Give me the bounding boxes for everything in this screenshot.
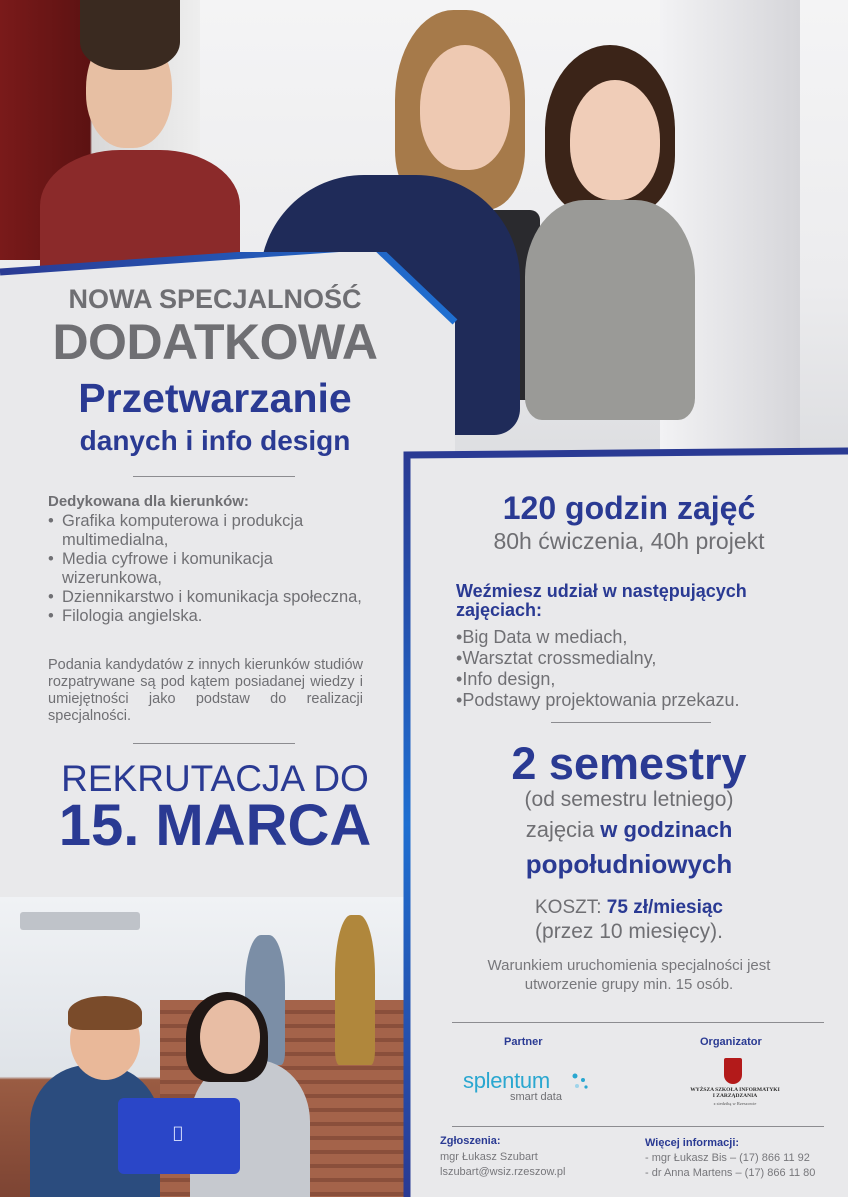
cost-value: 75 zł/miesiąc (606, 897, 723, 918)
divider (133, 743, 295, 744)
splentum-dots-icon (571, 1072, 591, 1092)
more-info-label: Więcej informacji: (645, 1137, 740, 1149)
headline-new-specialty: NOWA SPECJALNOŚĆ (68, 284, 362, 314)
more-info-contact-1: - mgr Łukasz Bis – (17) 866 11 92 (645, 1152, 810, 1164)
recruitment-label: REKRUTACJA DO (61, 758, 369, 799)
semesters-schedule-text: zajęcia (525, 817, 601, 842)
divider (452, 1022, 824, 1023)
applications-email[interactable]: lszubart@wsiz.rzeszow.pl (440, 1166, 566, 1178)
list-item: • Podstawy projektowania przekazu. (456, 690, 816, 711)
photo-student-1-hair (80, 0, 180, 70)
divider (452, 1126, 824, 1127)
headline-specialty-name-2: danych i info design (79, 425, 351, 456)
headline-specialty-name: Przetwarzanie (78, 375, 352, 421)
divider (551, 722, 711, 723)
classes-list (456, 627, 816, 711)
apple-logo-icon (170, 1124, 186, 1142)
headline-additional: DODATKOWA (52, 314, 378, 370)
semesters-title: 2 semestry (511, 738, 747, 789)
list-item: • Big Data w mediach, (456, 627, 816, 648)
list-item: • Info design, (456, 669, 816, 690)
semesters-schedule-bold: w godzinach (600, 817, 733, 842)
list-item: • Filologia angielska. (48, 607, 368, 626)
splentum-logo: splentum (463, 1068, 550, 1093)
applications-block (440, 1135, 565, 1178)
list-item: • Warsztat crossmedialny, (456, 648, 816, 669)
cost-line (410, 897, 848, 919)
photo-student-man-hair (68, 996, 142, 1030)
photo-student-woman-face (200, 1000, 260, 1074)
organizer-name: WYŻSZA SZKOŁA INFORMATYKI I ZARZĄDZANIA (690, 1087, 780, 1099)
semesters-afternoon: popołudniowych (525, 849, 733, 879)
splentum-logo-sub: smart data (510, 1091, 562, 1103)
hours-title: 120 godzin zajęć (502, 490, 756, 526)
more-info-block (645, 1137, 815, 1179)
list-item: • Dziennikarstwo i komunikacja społeczna, (48, 588, 368, 607)
classes-title: Weźmiesz udział w następujących zajęciach: (456, 581, 747, 620)
semesters-schedule (410, 817, 848, 843)
cost-label: KOSZT: (535, 897, 607, 918)
organizer-seat: z siedzibą w Rzeszowie (713, 1101, 757, 1106)
list-item: • Grafika komputerowa i produkcja multimedialna, (48, 512, 368, 550)
organizer-label: Organizator (700, 1036, 762, 1048)
recruitment-date: 15. MARCA (58, 793, 372, 858)
semesters-start: (od semestru letniego) (524, 788, 734, 811)
photo-student-2-face (420, 45, 510, 170)
wsiz-crest-icon (724, 1058, 742, 1084)
photo-student-3-face (570, 80, 660, 200)
more-info-contact-2: - dr Anna Martens – (17) 866 11 80 (645, 1167, 816, 1179)
list-item: • Media cyfrowe i komunikacja wizerunkowa, (48, 550, 368, 588)
applications-note: Podania kandydatów z innych kierunków studiów rozpatrywane są pod kątem posiadanej wiedzy i umiejętności jako podstaw do realizacji specjalności. (48, 657, 363, 724)
hours-subtitle: 80h ćwiczenia, 40h projekt (493, 528, 765, 554)
cost-duration: (przez 10 miesięcy). (535, 920, 723, 943)
photo-student-3-body (525, 200, 695, 420)
applications-label: Zgłoszenia: (440, 1135, 501, 1147)
partner-label: Partner (504, 1036, 543, 1048)
condition-note: Warunkiem uruchomienia specjalności jest utworzenie grupy min. 15 osób. (487, 957, 771, 993)
dedicated-list (48, 512, 368, 626)
divider (133, 476, 295, 477)
applications-contact: mgr Łukasz Szubart (440, 1151, 538, 1163)
dedicated-title: Dedykowana dla kierunków: (48, 493, 249, 510)
